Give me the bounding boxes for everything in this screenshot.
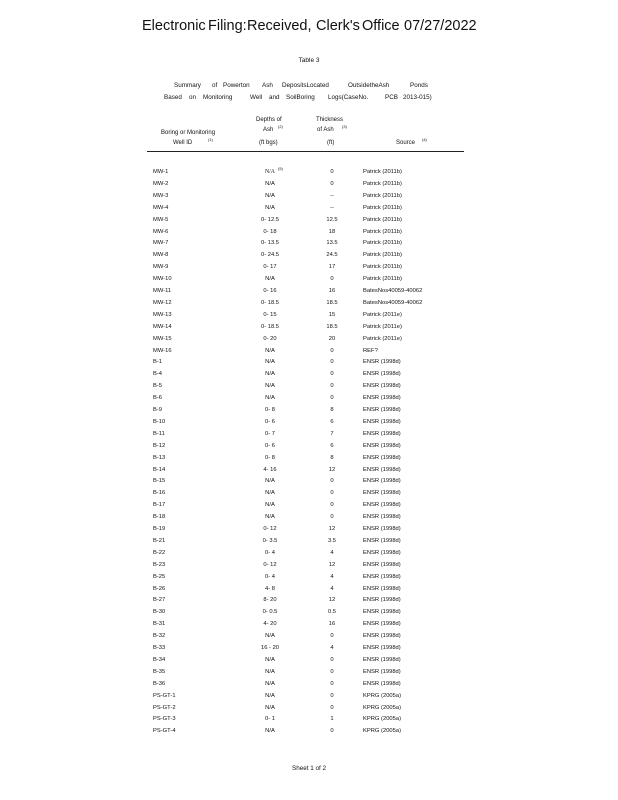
source-cell: Patrick (2011e)	[363, 335, 402, 342]
table-row	[0, 642, 618, 654]
table-row	[0, 487, 618, 499]
table-row	[0, 190, 618, 202]
table-row	[0, 404, 618, 416]
table-row	[0, 475, 618, 487]
well-id-cell: B-6	[153, 395, 163, 402]
table-row	[0, 380, 618, 392]
header-rule	[147, 151, 464, 152]
well-id-cell: MW-4	[153, 204, 169, 211]
thickness-cell: 0	[330, 371, 334, 378]
well-id-cell: MW-1	[153, 169, 169, 175]
thickness-cell: 18	[328, 228, 336, 235]
depth-cell: 0- 7	[265, 430, 275, 437]
well-id-cell: B-9	[153, 407, 163, 413]
table-row	[0, 166, 618, 178]
source-cell: Patrick (2011b)	[363, 169, 402, 175]
thickness-cell: 0	[330, 680, 334, 687]
thickness-cell: 0	[330, 656, 334, 663]
depth-cell: N/A	[265, 514, 275, 521]
table-row	[0, 606, 618, 618]
well-id-cell: B-21	[153, 537, 166, 544]
thickness-cell: 7	[330, 430, 334, 437]
depth-cell: N/A	[265, 371, 275, 378]
depth-cell: N/A	[265, 656, 275, 663]
thickness-cell: 0	[330, 478, 334, 485]
table-row	[0, 702, 618, 714]
table-row	[0, 452, 618, 464]
table-row	[0, 511, 618, 523]
table-row	[0, 464, 618, 476]
well-id-cell: MW-13	[153, 311, 172, 318]
well-id-cell: B-34	[153, 656, 166, 663]
table-row	[0, 583, 618, 595]
page-footer: Sheet 1 of 2	[292, 765, 326, 772]
thickness-cell: 4	[330, 645, 334, 651]
well-id-cell: B-15	[153, 478, 166, 485]
source-cell: Patrick (2011b)	[363, 264, 402, 271]
well-id-cell: MW-6	[153, 228, 169, 235]
source-cell: ENSR (1998d)	[363, 383, 401, 390]
source-cell: ENSR (1998d)	[363, 407, 401, 413]
table-row	[0, 226, 618, 238]
depth-cell: 0- 18.5	[260, 299, 280, 306]
well-id-cell: B-4	[153, 371, 163, 378]
header-word: Office	[362, 18, 400, 34]
depth-cell: N/A	[265, 728, 275, 735]
source-cell: Patrick (2011b)	[363, 276, 402, 283]
table-row	[0, 416, 618, 428]
source-cell: ENSR (1998d)	[363, 597, 401, 604]
well-id-cell: MW-2	[153, 180, 169, 187]
table-row	[0, 654, 618, 666]
well-id-cell: B-13	[153, 454, 166, 461]
source-cell: ENSR (1998d)	[363, 585, 401, 592]
thickness-cell: 0	[330, 668, 334, 675]
well-id-cell: MW-16	[153, 347, 172, 354]
source-cell: KPRG (2005a)	[363, 692, 402, 699]
depth-cell: N/A	[265, 668, 275, 675]
table-row	[0, 368, 618, 380]
source-cell: ENSR (1998d)	[363, 680, 401, 687]
depth-cell: 0- 12	[263, 526, 277, 532]
well-id-cell: MW-12	[153, 299, 172, 306]
well-id-cell: PS-GT-4	[153, 728, 176, 735]
source-cell: Patrick (2011b)	[363, 228, 402, 235]
depth-cell: N/A	[265, 383, 275, 390]
thickness-cell: 4	[330, 585, 334, 592]
source-cell: ENSR (1998d)	[363, 526, 401, 532]
source-cell: Patrick (2011b)	[363, 180, 402, 187]
well-id-cell: B-35	[153, 668, 166, 675]
thickness-cell: 12	[328, 466, 336, 473]
well-id-cell: B-19	[153, 526, 166, 532]
table-row	[0, 523, 618, 535]
table-row	[0, 309, 618, 321]
thickness-cell: 12	[328, 597, 336, 604]
well-id-cell: B-33	[153, 645, 166, 651]
table-row	[0, 571, 618, 583]
thickness-cell: 4	[330, 549, 334, 556]
depth-cell: N/A	[265, 704, 275, 711]
source-cell: ENSR (1998d)	[363, 371, 401, 378]
col-id-header: Boring or Monitoring	[161, 130, 216, 136]
depth-cell: 0- 6	[265, 442, 275, 449]
source-cell: Patrick (2011b)	[363, 216, 402, 223]
table-row	[0, 214, 618, 226]
table-row	[0, 678, 618, 690]
well-id-cell: MW-8	[153, 252, 169, 259]
table-row	[0, 428, 618, 440]
header-word: Electronic	[142, 18, 206, 34]
source-cell: Patrick (2011b)	[363, 252, 402, 259]
depth-cell: 0- 24.5	[260, 252, 280, 259]
depth-cell: 4- 8	[265, 585, 275, 592]
depth-cell: N/A	[265, 180, 275, 187]
depth-cell: 0- 12.5	[260, 216, 280, 223]
thickness-cell: 4	[330, 573, 334, 580]
depth-cell: 0- 13.5	[260, 240, 280, 247]
thickness-cell: --	[330, 204, 334, 211]
table-row	[0, 547, 618, 559]
well-id-cell: MW-7	[153, 240, 169, 247]
depth-cell: 0- 8	[265, 407, 275, 413]
well-id-cell: B-17	[153, 502, 166, 509]
source-cell: Patrick (2011e)	[363, 323, 402, 330]
depth-cell: N/A	[265, 347, 275, 354]
well-id-cell: B-11	[153, 430, 165, 437]
table-row	[0, 392, 618, 404]
table-title: Table 3	[298, 57, 320, 64]
thickness-cell: 18.5	[326, 323, 338, 330]
well-id-cell: B-1	[153, 359, 163, 366]
source-cell: Patrick (2011b)	[363, 240, 402, 247]
source-cell: ENSR (1998d)	[363, 549, 401, 556]
depth-cell: 0- 18.5	[260, 323, 280, 330]
well-id-cell: B-36	[153, 680, 166, 687]
thickness-cell: 18.5	[326, 299, 338, 306]
thickness-cell: 20	[328, 335, 336, 342]
well-id-cell: MW-5	[153, 216, 169, 223]
depth-cell: 0- 16	[263, 288, 277, 294]
table-row	[0, 713, 618, 725]
depth-cell: 0- 0.5	[262, 609, 278, 616]
source-cell: ENSR (1998d)	[363, 573, 401, 580]
depth-cell: N/A	[265, 395, 275, 402]
thickness-cell: 0	[330, 704, 334, 711]
source-cell: Patrick (2011b)	[363, 192, 402, 199]
well-id-cell: B-23	[153, 561, 166, 568]
source-cell: ENSR (1998d)	[363, 454, 401, 461]
well-id-cell: B-10	[153, 418, 166, 425]
source-cell: ENSR (1998d)	[363, 537, 401, 544]
source-cell: ENSR (1998d)	[363, 609, 401, 616]
thickness-cell: 17	[328, 264, 336, 271]
source-cell: ENSR (1998d)	[363, 514, 401, 521]
depth-cell: 4- 16	[263, 466, 277, 473]
thickness-cell: 3.5	[327, 537, 337, 544]
well-id-cell: B-22	[153, 549, 166, 556]
well-id-cell: MW-10	[153, 276, 172, 283]
source-cell: ENSR (1998d)	[363, 478, 401, 485]
thickness-cell: 0	[330, 276, 334, 283]
table-row	[0, 559, 618, 571]
table-row	[0, 499, 618, 511]
table-row	[0, 440, 618, 452]
table-row	[0, 690, 618, 702]
table-row	[0, 297, 618, 309]
table-row	[0, 273, 618, 285]
thickness-cell: 12	[328, 561, 336, 568]
header-word: Filing:	[208, 18, 247, 34]
depth-cell: N/A	[265, 680, 275, 687]
source-cell: KPRG (2005a)	[363, 728, 402, 735]
depth-cell: N/A	[265, 359, 275, 366]
source-cell: ENSR (1998d)	[363, 442, 401, 449]
source-cell: ENSR (1998d)	[363, 645, 401, 651]
source-cell: KPRG (2005a)	[363, 704, 402, 711]
depth-cell: N/A	[265, 490, 275, 497]
well-id-cell: MW-11	[153, 288, 172, 294]
source-cell: Patrick (2011e)	[363, 311, 402, 318]
depth-cell: N/A	[265, 192, 275, 199]
well-id-cell: B-5	[153, 383, 163, 390]
table-row	[0, 261, 618, 273]
depth-footnote: (5)	[278, 166, 283, 171]
depth-cell: 0- 1	[265, 716, 275, 723]
source-cell: ENSR (1998d)	[363, 430, 401, 437]
thickness-cell: 0	[330, 490, 334, 497]
depth-cell: 0- 12	[263, 561, 277, 568]
source-cell: BatesNos40059-40062	[363, 288, 423, 294]
depth-cell: N/A	[265, 502, 275, 509]
source-cell: ENSR (1998d)	[363, 668, 401, 675]
well-id-cell: MW-15	[153, 335, 172, 342]
depth-cell: N/A	[265, 276, 275, 283]
table-row	[0, 630, 618, 642]
source-cell: ENSR (1998d)	[363, 656, 401, 663]
well-id-cell: PS-GT-1	[153, 692, 176, 699]
well-id-cell: PS-GT-3	[153, 716, 176, 723]
thickness-cell: 0	[330, 359, 334, 366]
header-word: Received,	[247, 18, 312, 34]
depth-cell: N/A	[265, 633, 275, 640]
table-row	[0, 237, 618, 249]
thickness-cell: 0	[330, 347, 334, 354]
depth-cell: 0- 6	[265, 418, 275, 425]
table-row	[0, 356, 618, 368]
table-row	[0, 618, 618, 630]
well-id-cell: B-27	[153, 597, 166, 604]
depth-cell: 0- 3.5	[262, 537, 278, 544]
thickness-cell: 1	[330, 716, 334, 723]
depth-cell: N/A	[265, 692, 275, 699]
well-id-cell: B-26	[153, 585, 166, 592]
depth-cell: 0- 15	[263, 311, 277, 318]
depth-cell: N/A	[265, 204, 275, 211]
thickness-cell: 12.5	[326, 216, 338, 223]
well-id-cell: B-12	[153, 442, 166, 449]
well-id-cell: B-30	[153, 609, 166, 616]
well-id-cell: B-16	[153, 490, 166, 497]
depth-cell: 0- 8	[265, 454, 275, 461]
table-row	[0, 594, 618, 606]
well-id-cell: B-31	[153, 621, 166, 628]
table-row	[0, 535, 618, 547]
well-id-cell: B-25	[153, 573, 166, 580]
col-id-header-2: Well ID	[173, 140, 193, 146]
thickness-cell: 16	[328, 288, 336, 294]
thickness-cell: 0	[330, 502, 334, 509]
thickness-cell: 8	[330, 407, 334, 413]
table-row	[0, 249, 618, 261]
well-id-cell: PS-GT-2	[153, 704, 176, 711]
depth-cell: 0- 17	[263, 264, 277, 271]
thickness-cell: 6	[330, 442, 334, 449]
table-row	[0, 202, 618, 214]
thickness-cell: 16	[328, 621, 336, 628]
thickness-cell: 0	[330, 514, 334, 521]
col-thickness-header: Thickness	[316, 117, 344, 123]
table-row	[0, 725, 618, 737]
thickness-cell: 0	[330, 169, 334, 175]
source-cell: ENSR (1998d)	[363, 621, 401, 628]
thickness-cell: 0	[330, 180, 334, 187]
table-row	[0, 285, 618, 297]
well-id-cell: MW-9	[153, 264, 169, 271]
thickness-cell: 12	[328, 526, 336, 532]
well-id-cell: MW-3	[153, 192, 169, 199]
col-depth-header: Depths of	[256, 117, 282, 123]
source-cell: KPRG (2005a)	[363, 716, 402, 723]
thickness-cell: 0	[330, 728, 334, 735]
thickness-cell: --	[330, 192, 334, 199]
table-row	[0, 321, 618, 333]
source-cell: ENSR (1998d)	[363, 502, 401, 509]
thickness-cell: 15	[328, 311, 336, 318]
thickness-cell: 0	[330, 383, 334, 390]
thickness-cell: 0	[330, 692, 334, 699]
thickness-cell: 6	[330, 418, 334, 425]
thickness-cell: 8	[330, 454, 334, 461]
well-id-cell: B-14	[153, 466, 166, 473]
depth-cell: N/A	[265, 478, 275, 485]
well-id-cell: B-32	[153, 633, 166, 640]
source-cell: ENSR (1998d)	[363, 418, 401, 425]
well-id-cell: B-18	[153, 514, 166, 521]
source-cell: ENSR (1998d)	[363, 395, 401, 402]
well-id-cell: MW-14	[153, 323, 172, 330]
table-row	[0, 345, 618, 357]
thickness-cell: 0	[330, 633, 334, 640]
source-cell: ENSR (1998d)	[363, 466, 401, 473]
depth-cell: N/A	[265, 169, 275, 175]
depth-cell: 16 - 20	[260, 645, 280, 651]
header-word: Clerk's	[316, 18, 360, 34]
source-cell: ENSR (1998d)	[363, 633, 401, 640]
source-cell: ENSR (1998d)	[363, 490, 401, 497]
header-word: 07/27/2022	[404, 18, 477, 34]
source-cell: BatesNos40059-40062	[363, 299, 423, 306]
thickness-cell: 24.5	[326, 252, 338, 259]
depth-cell: 0- 4	[265, 549, 275, 556]
table-row	[0, 178, 618, 190]
depth-cell: 0- 18	[263, 228, 277, 235]
source-cell: REF?	[363, 347, 378, 354]
thickness-cell: 0.5	[327, 609, 337, 616]
col-source-header: Source	[396, 140, 416, 146]
depth-cell: 8- 20	[263, 597, 277, 604]
source-cell: Patrick (2011b)	[363, 204, 402, 211]
depth-cell: 0- 4	[265, 573, 275, 580]
table-row	[0, 333, 618, 345]
source-cell: ENSR (1998d)	[363, 359, 401, 366]
thickness-cell: 0	[330, 395, 334, 402]
depth-cell: 0- 20	[263, 335, 277, 342]
table-row	[0, 666, 618, 678]
depth-cell: 4- 20	[263, 621, 277, 628]
thickness-cell: 13.5	[326, 240, 338, 247]
source-cell: ENSR (1998d)	[363, 561, 401, 568]
